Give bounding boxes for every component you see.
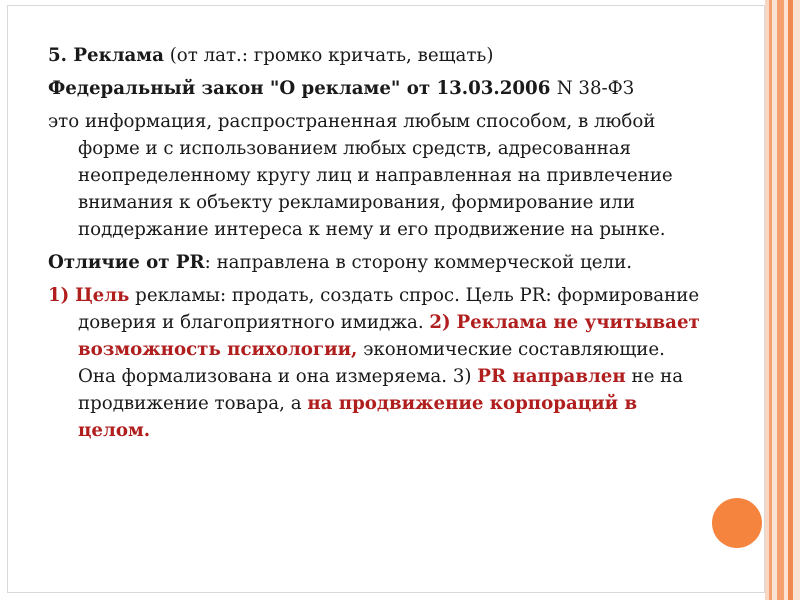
decorative-orange-circle [712, 498, 762, 548]
definition-paragraph: это информация, распространенная любым способом, в любой форме и с использованием любых средств, адресованная неопределенному кругу лиц и направленная на привлечение внимания к объекту рекламирования, формирование или поддержание интереса к нему и его продвижение на рынке. [48, 111, 673, 240]
difference-from-pr: Отличие от PR: направлена в сторону коммерческой цели. [48, 252, 632, 273]
goals-paragraph: 1) Цель рекламы: продать, создать спрос. Цель PR: формирование доверия и благоприятного имиджа. 2) Реклама не учитывает возможность психологии, экономические составляющие. Она формализована и она измеряема. 3) PR направлен не на продвижение товара, а на продвижение корпораций в целом. [48, 285, 700, 441]
law-reference: Федеральный закон "О рекламе" от 13.03.2006 N 38-ФЗ [48, 78, 635, 99]
heading-advertising: 5. Реклама (от лат.: громко кричать, вещать) [48, 45, 494, 66]
decorative-stripes [765, 0, 800, 600]
slide-content [48, 42, 708, 450]
